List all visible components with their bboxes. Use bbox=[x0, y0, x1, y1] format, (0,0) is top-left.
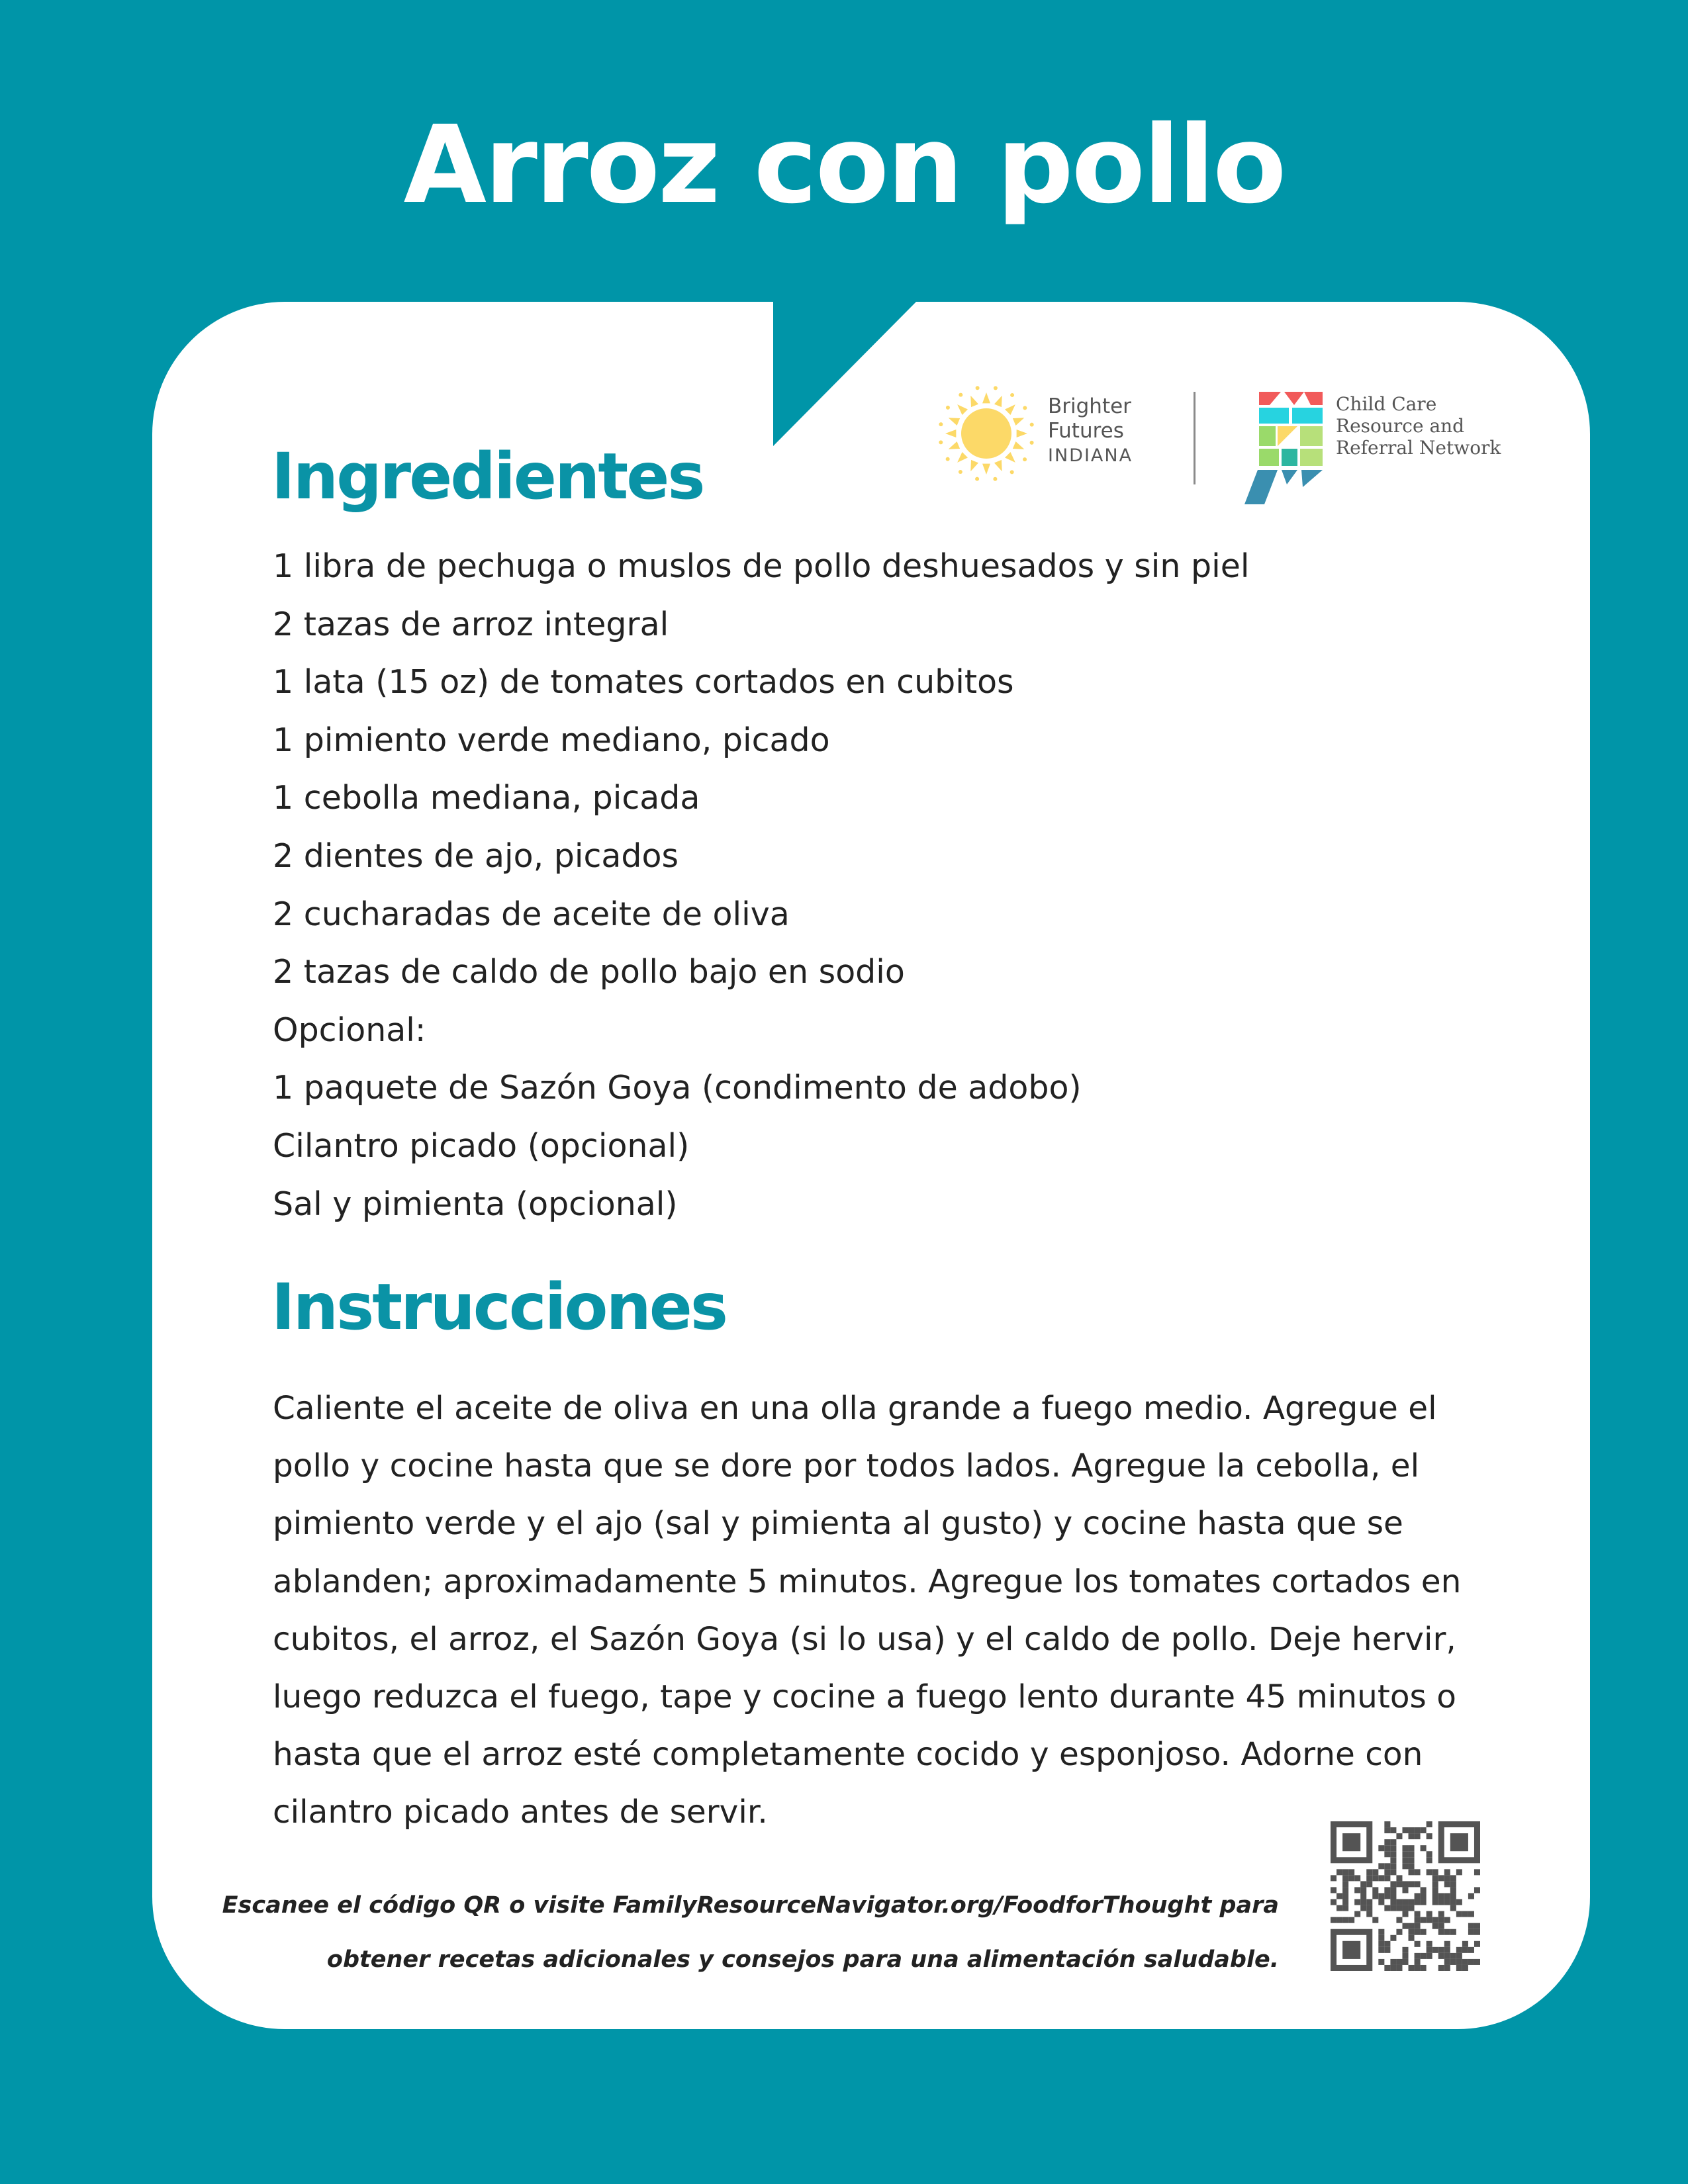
ingredient-item: 1 lata (15 oz) de tomates cortados en cubitos bbox=[273, 663, 1014, 702]
footer-line1: Escanee el código QR o visite FamilyResourceNavigator.org/FoodforThought para bbox=[222, 1892, 1279, 1919]
ingredients-list bbox=[273, 537, 1250, 1233]
brighter-futures-logo bbox=[937, 384, 1149, 490]
ingredient-item: 1 libra de pechuga o muslos de pollo deshuesados y sin piel bbox=[273, 547, 1250, 585]
qr-code[interactable] bbox=[1331, 1821, 1480, 1974]
ingredient-item: Cilantro picado (opcional) bbox=[273, 1126, 690, 1165]
ccr-logo-line3: Referral Network bbox=[1336, 437, 1501, 459]
logo-divider bbox=[1194, 392, 1196, 484]
ingredient-item: 1 cebolla mediana, picada bbox=[273, 779, 700, 817]
ingredients-heading: Ingredientes bbox=[271, 439, 704, 514]
ingredient-item: 2 tazas de arroz integral bbox=[273, 605, 669, 643]
indiana-mosaic-icon bbox=[1244, 388, 1331, 507]
ingredient-item: 1 pimiento verde mediano, picado bbox=[273, 721, 830, 759]
bf-logo-line1: Brighter bbox=[1048, 394, 1131, 418]
footer-line2: obtener recetas adicionales y consejos para una alimentación saludable. bbox=[326, 1946, 1279, 1973]
card-notch bbox=[773, 302, 916, 446]
ingredient-item: 2 tazas de caldo de pollo bajo en sodio bbox=[273, 953, 905, 991]
bf-logo-line2: Futures bbox=[1048, 419, 1124, 443]
ingredient-item: Sal y pimienta (opcional) bbox=[273, 1185, 678, 1223]
page-title: Arroz con pollo bbox=[403, 103, 1285, 228]
ccr-logo-line2: Resource and bbox=[1336, 415, 1465, 437]
instructions-heading: Instrucciones bbox=[271, 1270, 727, 1344]
instructions-text: Caliente el aceite de oliva en una olla grande a fuego medio. Agregue el pollo y cocine hasta que se dore por todos lados. Agregue la cebolla, el pimiento verde y el ajo (sal y pimienta al gusto) y cocine hasta que se ablanden; aproximadamente 5 minutos. Agregue los tomates cortados en cubitos, el arroz, el Sazón Goya (si lo usa) y el caldo de pollo. Deje hervir, luego reduzca el fuego, tape y cocine a fuego lento durante 45 minutos o hasta que el arroz esté completamente cocido y esponjoso. Adorne con cilantro picado antes de servir. bbox=[273, 1390, 1462, 1831]
bf-logo-line3: INDIANA bbox=[1048, 445, 1133, 466]
sun-icon bbox=[937, 384, 1036, 483]
footer-note bbox=[199, 1878, 1279, 1987]
ingredient-item: 1 paquete de Sazón Goya (condimento de adobo) bbox=[273, 1069, 1082, 1107]
ccr-logo bbox=[1244, 388, 1536, 507]
ingredient-item: Opcional: bbox=[273, 1011, 426, 1049]
ccr-logo-line1: Child Care bbox=[1336, 393, 1437, 415]
ingredient-item: 2 cucharadas de aceite de oliva bbox=[273, 895, 790, 933]
ingredient-item: 2 dientes de ajo, picados bbox=[273, 837, 679, 875]
